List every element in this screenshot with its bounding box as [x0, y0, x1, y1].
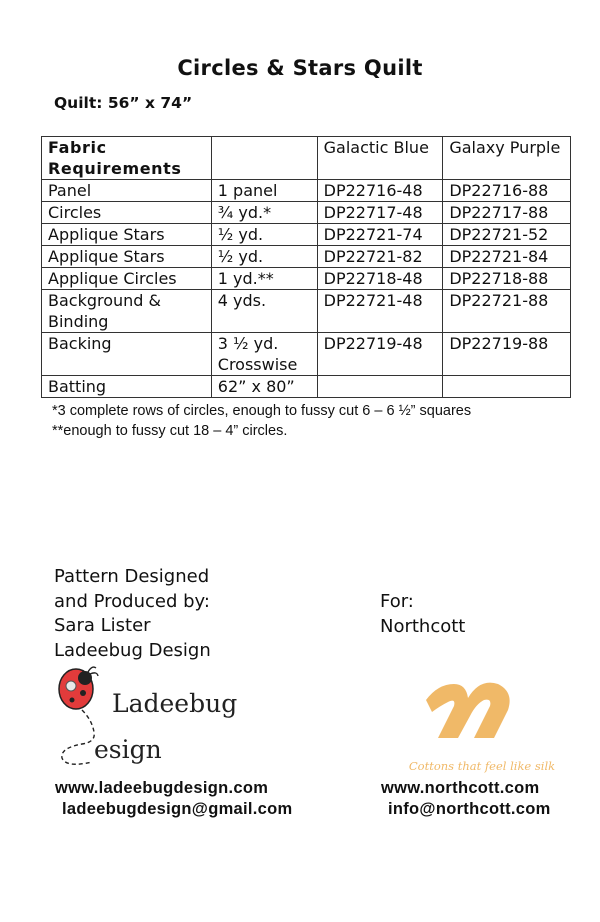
- header-amount: [211, 137, 317, 180]
- fabric-amount: 1 yd.**: [211, 268, 317, 290]
- galaxy-purple-code: [443, 376, 571, 398]
- ladeebug-logo-text-top: Ladeebug: [112, 689, 238, 718]
- galactic-blue-code: DP22718-48: [317, 268, 443, 290]
- galactic-blue-code: DP22721-82: [317, 246, 443, 268]
- ladeebug-logo-text-bottom: esign: [94, 735, 162, 764]
- fabric-item: Applique Circles: [42, 268, 212, 290]
- galactic-blue-code: DP22721-48: [317, 290, 443, 333]
- footnote-circles: *3 complete rows of circles, enough to fussy cut 6 – 6 ½” squares: [52, 403, 472, 419]
- galaxy-purple-code: DP22721-52: [443, 224, 571, 246]
- fabric-item: Panel: [42, 180, 212, 202]
- northcott-email-link[interactable]: info@northcott.com: [388, 800, 551, 818]
- page-title: Circles & Stars Quilt: [177, 56, 423, 80]
- northcott-contact: [381, 778, 551, 820]
- fabric-amount: 62” x 80”: [211, 376, 317, 398]
- header-galactic-blue: Galactic Blue: [317, 137, 443, 180]
- galaxy-purple-code: DP22716-88: [443, 180, 571, 202]
- fabric-requirements-table: [41, 136, 571, 398]
- fabric-item: Applique Stars: [42, 246, 212, 268]
- fabric-amount: ¾ yd.*: [211, 202, 317, 224]
- table-row: [42, 180, 571, 202]
- fabric-item: Applique Stars: [42, 224, 212, 246]
- for-company: Northcott: [380, 615, 466, 637]
- galactic-blue-code: DP22721-74: [317, 224, 443, 246]
- fabric-item: Backing: [42, 333, 212, 376]
- ladeebug-logo: [52, 662, 238, 774]
- northcott-tagline: Cottons that feel like silk: [408, 759, 556, 773]
- table-row: [42, 202, 571, 224]
- northcott-logo: [392, 662, 572, 778]
- northcott-website-link[interactable]: www.northcott.com: [381, 779, 540, 797]
- galaxy-purple-code: DP22721-84: [443, 246, 571, 268]
- table-row: [42, 224, 571, 246]
- footnotes: [52, 401, 471, 441]
- fabric-amount: ½ yd.: [211, 246, 317, 268]
- fabric-amount: 4 yds.: [211, 290, 317, 333]
- table-header-row: [42, 137, 571, 180]
- header-galaxy-purple: Galaxy Purple: [443, 137, 571, 180]
- galactic-blue-code: DP22719-48: [317, 333, 443, 376]
- designer-credit: [54, 565, 211, 663]
- fabric-amount: ½ yd.: [211, 224, 317, 246]
- ladeebug-email-link[interactable]: ladeebugdesign@gmail.com: [62, 800, 293, 818]
- galaxy-purple-code: DP22718-88: [443, 268, 571, 290]
- for-label: For:: [380, 591, 414, 612]
- ladeebug-contact: [55, 778, 293, 820]
- footnote-applique-circles: **enough to fussy cut 18 – 4” circles.: [52, 423, 288, 439]
- northcott-logo-graphic: [392, 662, 572, 774]
- fabric-item: Circles: [42, 202, 212, 224]
- designer-company: Ladeebug Design: [54, 639, 211, 661]
- galactic-blue-code: [317, 376, 443, 398]
- fabric-item: Batting: [42, 376, 212, 398]
- fabric-amount: 1 panel: [211, 180, 317, 202]
- galactic-blue-code: DP22717-48: [317, 202, 443, 224]
- header-fabric-requirements: Fabric Requirements: [42, 137, 212, 180]
- galaxy-purple-code: DP22721-88: [443, 290, 571, 333]
- table-row: [42, 268, 571, 290]
- fabric-item: Background & Binding: [42, 290, 212, 333]
- ladybug-head-icon: [78, 671, 92, 685]
- ladeebug-website-link[interactable]: www.ladeebugdesign.com: [55, 779, 269, 797]
- credit-line-2: and Produced by:: [54, 590, 210, 612]
- table-row: [42, 376, 571, 398]
- for-credit: [380, 590, 465, 639]
- northcott-n-icon: [426, 683, 510, 738]
- table-row: [42, 333, 571, 376]
- ladeebug-logo-graphic: [52, 662, 238, 770]
- credit-line-1: Pattern Designed: [54, 566, 210, 587]
- fabric-amount: 3 ½ yd. Crosswise: [211, 333, 317, 376]
- galaxy-purple-code: DP22717-88: [443, 202, 571, 224]
- table-row: [42, 290, 571, 333]
- designer-name: Sara Lister: [54, 615, 151, 636]
- galaxy-purple-code: DP22719-88: [443, 333, 571, 376]
- galactic-blue-code: DP22716-48: [317, 180, 443, 202]
- table-row: [42, 246, 571, 268]
- quilt-size: Quilt: 56” x 74”: [54, 94, 193, 112]
